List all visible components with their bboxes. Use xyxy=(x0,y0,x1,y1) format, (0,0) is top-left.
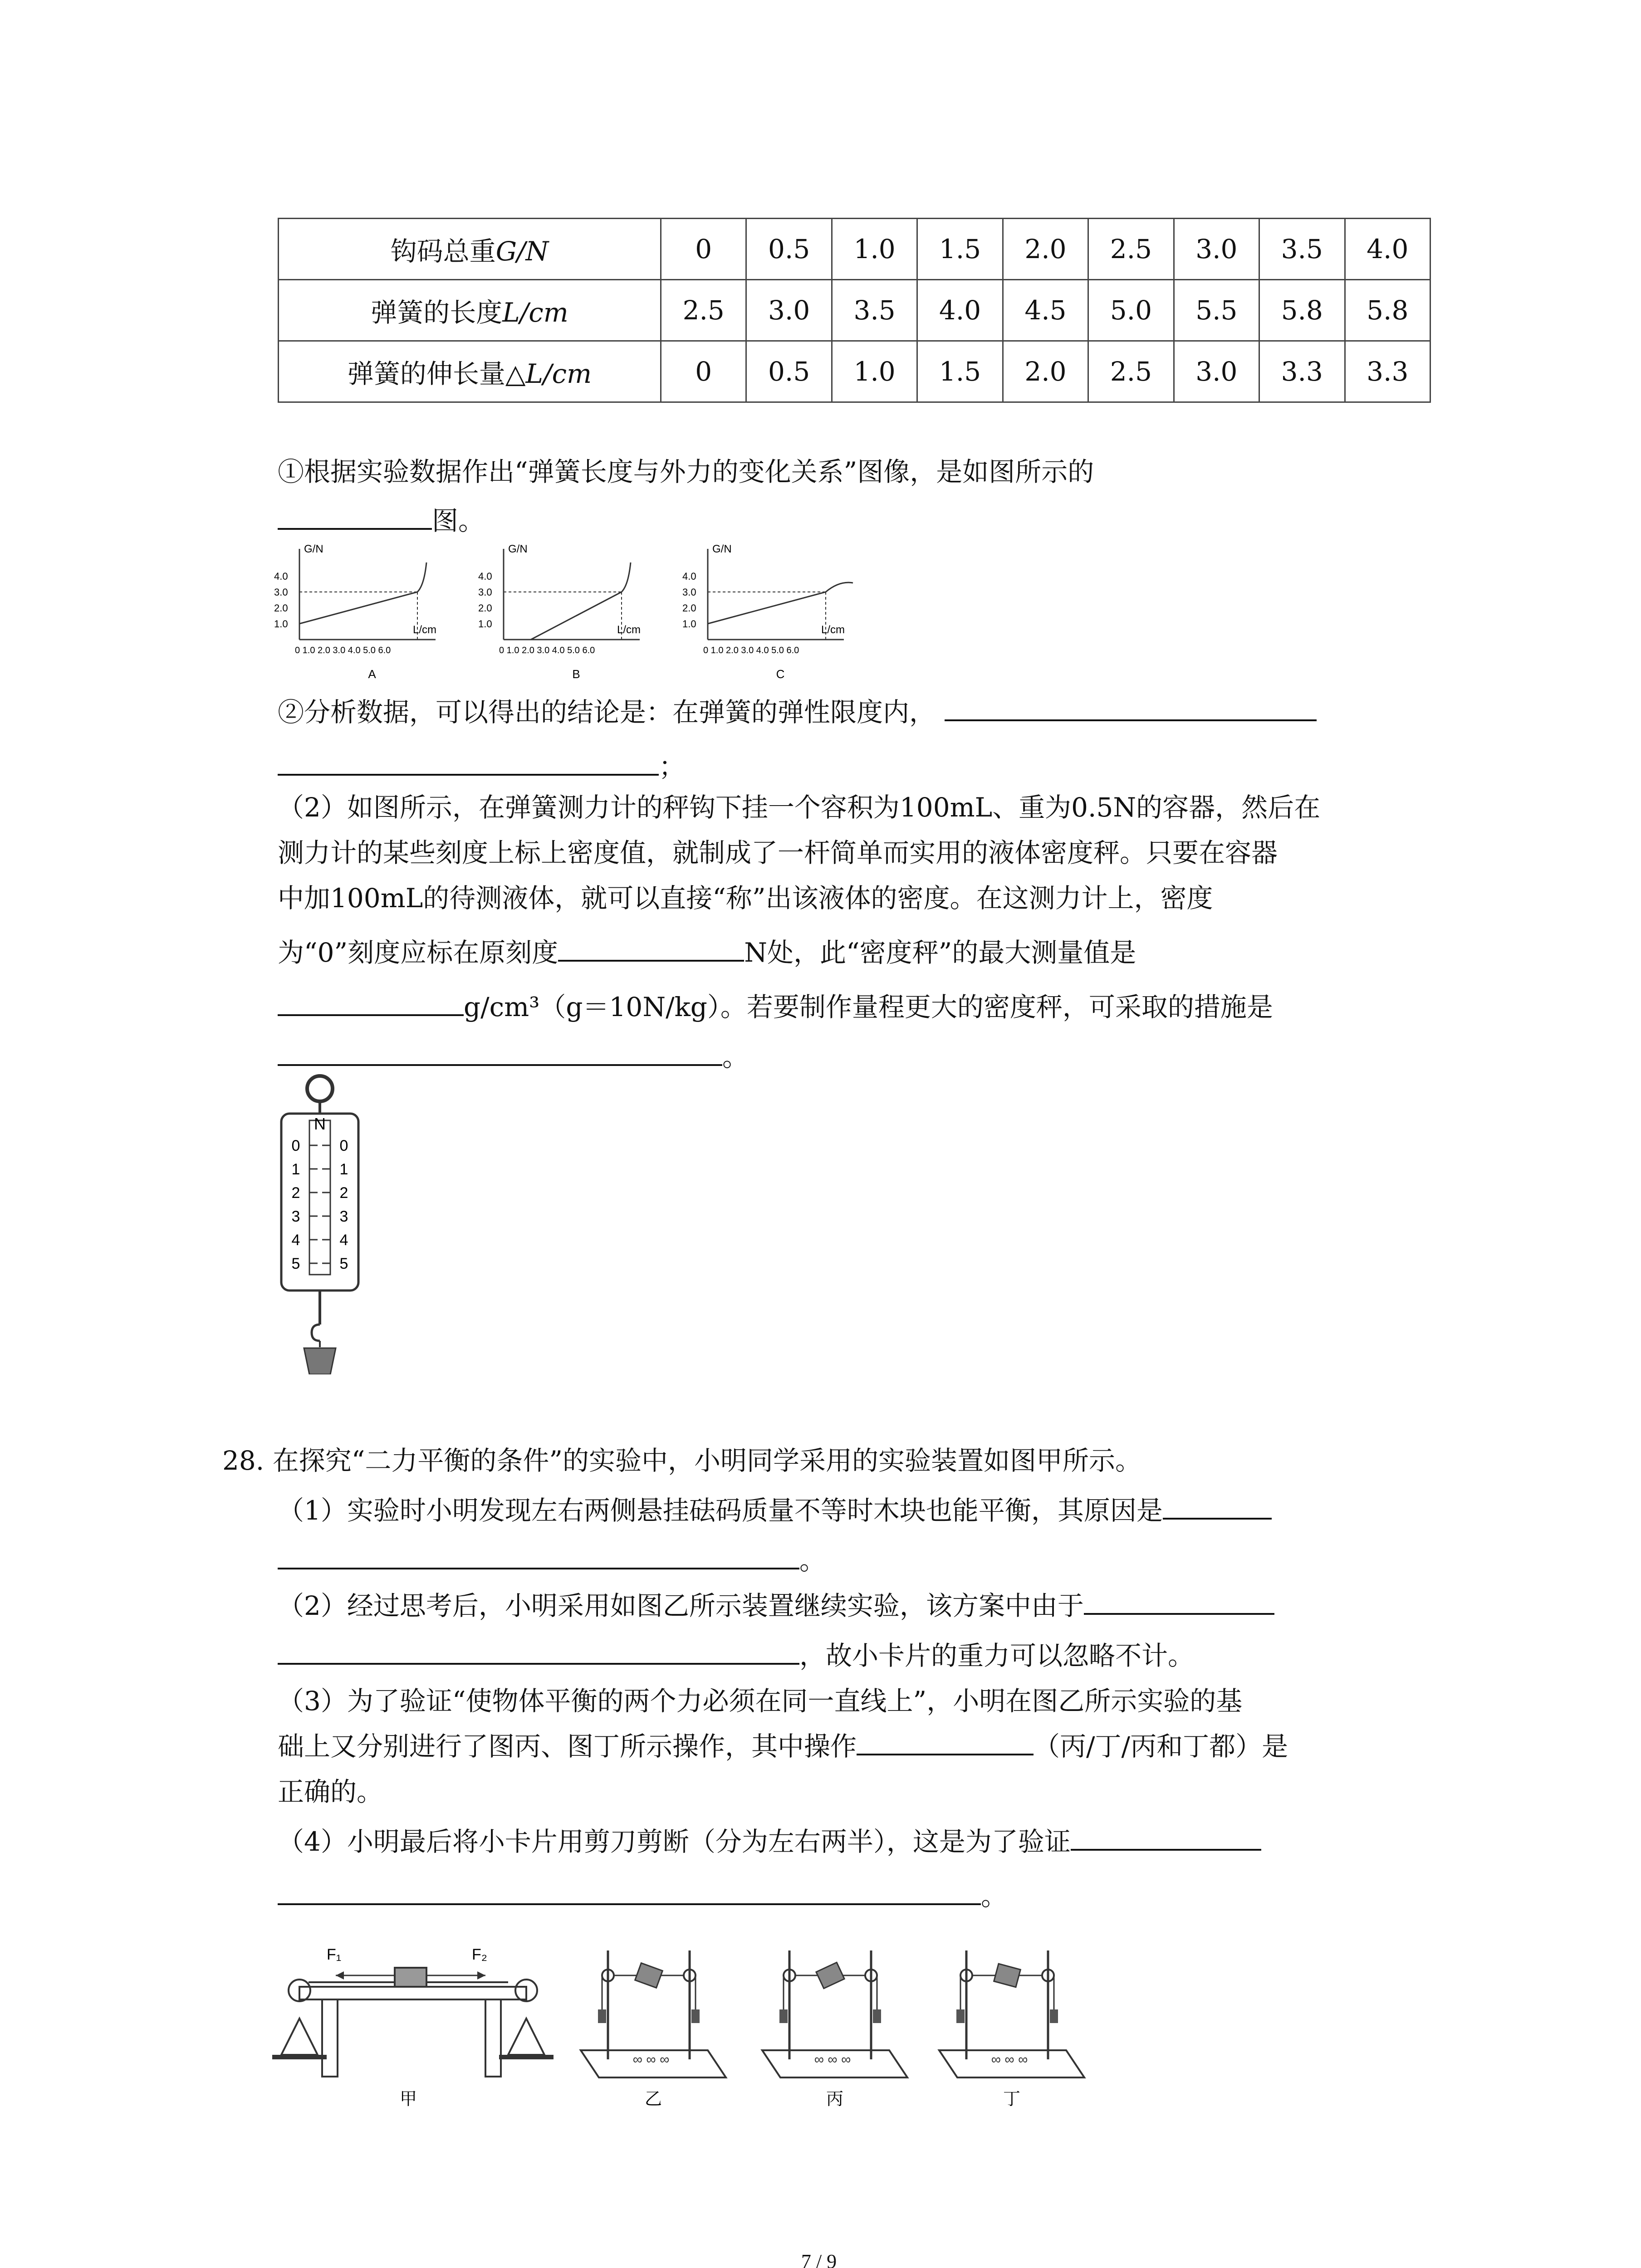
q28-p2-text: （2）经过思考后，小明采用如图乙所示装置继续实验，该方案中由于 xyxy=(278,1590,1084,1621)
table-cell: 3.0 xyxy=(746,280,832,341)
table-cell: 0 xyxy=(661,219,746,280)
apparatus-figures xyxy=(272,1932,1098,2123)
q2-line4a: 为“0”刻度应标在原刻度 xyxy=(278,937,558,968)
figure-stand-2 xyxy=(762,1950,907,2109)
q2-line3: 中加100mL的待测液体，就可以直接“称”出该液体的密度。在这测力计上，密度 xyxy=(278,883,1213,914)
y-tick-label: 4.0 xyxy=(478,571,492,582)
row-label: 弹簧的长度 xyxy=(371,297,503,328)
y-tick-label: 2.0 xyxy=(682,602,696,614)
q2-line2: 测力计的某些刻度上标上密度值，就制成了一杆简单而实用的液体密度秤。只要在容器 xyxy=(278,837,1278,868)
q2-line6-suffix: 。 xyxy=(722,1041,749,1072)
table-cell: 0 xyxy=(661,341,746,402)
force-label-f1: F₁ xyxy=(327,1946,342,1963)
figure-stand-3 xyxy=(939,1950,1084,2109)
q2-line4 xyxy=(278,930,1136,975)
scale-tick-right: 5 xyxy=(339,1255,348,1272)
q28-p1-text: （1）实验时小明发现左右两侧悬挂砝码质量不等时木块也能平衡，其原因是 xyxy=(278,1495,1163,1526)
scale-tick-right: 1 xyxy=(339,1161,348,1178)
y-tick-label: 3.0 xyxy=(274,587,288,598)
weight-icon xyxy=(1050,2009,1058,2023)
q2-line5a: g/cm³（g＝10N/kg）。若要制作量程更大的密度秤，可采取的措施是 xyxy=(464,992,1273,1022)
weight-icon xyxy=(691,2009,700,2023)
answer-blank[interactable] xyxy=(278,1636,799,1665)
table-row xyxy=(279,341,1430,402)
weight-icon xyxy=(873,2009,881,2023)
scale-tick-left: 4 xyxy=(291,1232,300,1249)
q1-line3-text: ②分析数据，可以得出的结论是：在弹簧的弹性限度内， xyxy=(278,697,936,728)
row-header xyxy=(279,280,661,341)
table-cell: 2.5 xyxy=(661,280,746,341)
x-axis-label: L/cm xyxy=(413,624,437,636)
y-tick-label: 2.0 xyxy=(478,602,492,614)
y-tick-label: 2.0 xyxy=(274,602,288,614)
row-header xyxy=(279,219,661,280)
table-cell: 0.5 xyxy=(746,341,832,402)
table-cell: 1.0 xyxy=(832,341,917,402)
small-card xyxy=(994,1964,1021,1987)
graph-caption: A xyxy=(368,667,376,681)
y-axis-label: G/N xyxy=(508,543,528,555)
table-cell: 4.0 xyxy=(1345,219,1430,280)
scale-tick-left: 1 xyxy=(291,1161,300,1178)
small-card xyxy=(635,1963,663,1988)
answer-blank[interactable] xyxy=(278,1037,722,1066)
scale-unit: N xyxy=(314,1114,326,1133)
table-row xyxy=(279,219,1430,280)
table-cell: 5.0 xyxy=(1088,280,1174,341)
q1-line1: ①根据实验数据作出“弹簧长度与外力的变化关系”图像，是如图所示的 xyxy=(278,456,1094,487)
q1-line4 xyxy=(278,744,685,789)
figure-label: 乙 xyxy=(644,2090,662,2109)
weight-icon xyxy=(956,2009,965,2023)
q28-p4-line2 xyxy=(278,1873,1007,1919)
figure-label-jia: 甲 xyxy=(399,2090,417,2109)
y-tick-label: 3.0 xyxy=(682,587,696,598)
table-row xyxy=(279,280,1430,341)
table-cell: 4.0 xyxy=(917,280,1003,341)
q1-line4-suffix: ； xyxy=(659,751,686,782)
q2-line1: （2）如图所示，在弹簧测力计的秤钩下挂一个容积为100mL、重为0.5N的容器，然后在 xyxy=(278,792,1321,823)
table-cell: 3.0 xyxy=(1174,219,1259,280)
graph-B xyxy=(478,543,641,681)
table-cell: 3.0 xyxy=(1174,341,1259,402)
scale-tick-left: 0 xyxy=(291,1137,300,1154)
x-axis-label: L/cm xyxy=(617,624,641,636)
row-label: 钩码总重 xyxy=(390,236,496,267)
scale-tick-right: 0 xyxy=(339,1137,348,1154)
table-cell: 5.5 xyxy=(1174,280,1259,341)
answer-blank[interactable] xyxy=(1071,1822,1261,1851)
row-header xyxy=(279,341,661,402)
scale-tick-left: 5 xyxy=(291,1255,300,1272)
figure-label: 丙 xyxy=(826,2090,844,2109)
answer-blank[interactable] xyxy=(278,1876,981,1905)
spare-weights-icon: ∞ ∞ ∞ xyxy=(991,2052,1028,2067)
table-cell: 1.5 xyxy=(917,341,1003,402)
graph-C xyxy=(682,543,853,681)
q28-intro-text: 在探究“二力平衡的条件”的实验中，小明同学采用的实验装置如图甲所示。 xyxy=(272,1445,1141,1476)
answer-blank[interactable] xyxy=(278,987,464,1016)
table-cell: 2.5 xyxy=(1088,341,1174,402)
container-icon xyxy=(304,1348,336,1374)
row-variable: G/N xyxy=(495,236,549,267)
wood-block xyxy=(395,1968,426,1987)
force-label-f2: F₂ xyxy=(472,1946,487,1963)
q28-p4 xyxy=(278,1819,1261,1864)
table-cell: 5.8 xyxy=(1345,280,1430,341)
q28-p1 xyxy=(278,1488,1272,1533)
scale-tick-right: 3 xyxy=(339,1208,348,1225)
q28-intro xyxy=(222,1438,1141,1483)
figure-stand-1 xyxy=(581,1950,726,2109)
page-number: 7 / 9 xyxy=(801,2250,837,2268)
q28-p1-line2 xyxy=(278,1538,826,1583)
scale-tick-right: 2 xyxy=(339,1184,348,1202)
spare-weights-icon: ∞ ∞ ∞ xyxy=(814,2052,851,2067)
q2-line5 xyxy=(278,984,1273,1030)
q28-p3c: 正确的。 xyxy=(278,1776,383,1807)
y-axis-label: G/N xyxy=(304,543,323,555)
answer-blank[interactable] xyxy=(278,501,432,530)
weight-icon xyxy=(598,2009,606,2023)
y-tick-label: 3.0 xyxy=(478,587,492,598)
y-axis-label: G/N xyxy=(712,543,732,555)
table-cell: 1.5 xyxy=(917,219,1003,280)
q2-line4b: N处，此“密度秤”的最大测量值是 xyxy=(744,937,1136,968)
table-cell: 3.5 xyxy=(1259,219,1345,280)
q28-p3b-text: 础上又分别进行了图丙、图丁所示操作，其中操作 xyxy=(278,1731,857,1762)
q1-line2-suffix: 图。 xyxy=(432,505,485,536)
x-axis-label: L/cm xyxy=(821,624,845,636)
x-tick-labels: 0 1.0 2.0 3.0 4.0 5.0 6.0 xyxy=(703,645,799,655)
table-cell: 3.3 xyxy=(1345,341,1430,402)
table-cell: 2.0 xyxy=(1003,219,1088,280)
graph-caption: B xyxy=(572,667,580,681)
table-cell: 4.5 xyxy=(1003,280,1088,341)
graph-curve xyxy=(708,582,853,624)
weight-icon xyxy=(779,2009,788,2023)
row-variable: L/cm xyxy=(502,297,568,328)
spare-weights-icon: ∞ ∞ ∞ xyxy=(632,2052,670,2067)
y-tick-label: 4.0 xyxy=(682,571,696,582)
graph-curve xyxy=(299,562,426,624)
graph-A xyxy=(274,543,436,681)
answer-blank[interactable] xyxy=(1163,1491,1272,1520)
row-variable: L/cm xyxy=(525,358,592,389)
small-card xyxy=(816,1962,844,1988)
answer-blank[interactable] xyxy=(1084,1586,1274,1615)
table-cell: 3.3 xyxy=(1259,341,1345,402)
answer-blank[interactable] xyxy=(278,1540,799,1569)
y-tick-label: 4.0 xyxy=(274,571,288,582)
table-cell: 1.0 xyxy=(832,219,917,280)
answer-blank[interactable] xyxy=(558,933,744,962)
q28-p4-text: （4）小明最后将小卡片用剪刀剪断（分为左右两半），这是为了验证 xyxy=(278,1826,1071,1857)
q28-p2-end: ，故小卡片的重力可以忽略不计。 xyxy=(799,1640,1195,1671)
x-tick-labels: 0 1.0 2.0 3.0 4.0 5.0 6.0 xyxy=(295,645,391,655)
figure-jia xyxy=(272,1946,554,2109)
q28-p2 xyxy=(278,1583,1274,1628)
table-cell: 0.5 xyxy=(746,219,832,280)
graph-curve xyxy=(531,562,631,640)
q28-p3a: （3）为了验证“使物体平衡的两个力必须在同一直线上”，小明在图乙所示实验的基 xyxy=(278,1686,1243,1716)
scale-tick-left: 2 xyxy=(291,1184,300,1202)
y-tick-label: 1.0 xyxy=(274,618,288,630)
row-label: 弹簧的伸长量△ xyxy=(347,358,526,389)
answer-blank[interactable] xyxy=(945,692,1317,721)
graph-caption: C xyxy=(776,667,785,681)
table-cell: 2.5 xyxy=(1088,219,1174,280)
table-cell: 5.8 xyxy=(1259,280,1345,341)
y-tick-label: 1.0 xyxy=(478,618,492,630)
q28-p3b xyxy=(278,1724,1288,1769)
question-number: 28. xyxy=(222,1445,265,1476)
q28-p2-line2 xyxy=(278,1633,1194,1678)
x-tick-labels: 0 1.0 2.0 3.0 4.0 5.0 6.0 xyxy=(499,645,595,655)
table-cell: 3.5 xyxy=(832,280,917,341)
answer-blank[interactable] xyxy=(278,747,659,776)
q28-p4-end: 。 xyxy=(981,1881,1008,1911)
spring-scale-figure xyxy=(272,1070,390,1374)
q28-p1-end: 。 xyxy=(799,1545,826,1576)
answer-blank[interactable] xyxy=(857,1726,1034,1755)
table-cell: 2.0 xyxy=(1003,341,1088,402)
q1-line3 xyxy=(278,689,1317,735)
q28-p3b-end: （丙/丁/丙和丁都）是 xyxy=(1034,1731,1288,1762)
data-table xyxy=(278,218,1431,403)
figure-label: 丁 xyxy=(1003,2090,1021,2109)
q1-line2 xyxy=(278,498,485,543)
scale-tick-left: 3 xyxy=(291,1208,300,1225)
y-tick-label: 1.0 xyxy=(682,618,696,630)
graphs-abc xyxy=(272,540,916,689)
scale-tick-right: 4 xyxy=(339,1232,348,1249)
